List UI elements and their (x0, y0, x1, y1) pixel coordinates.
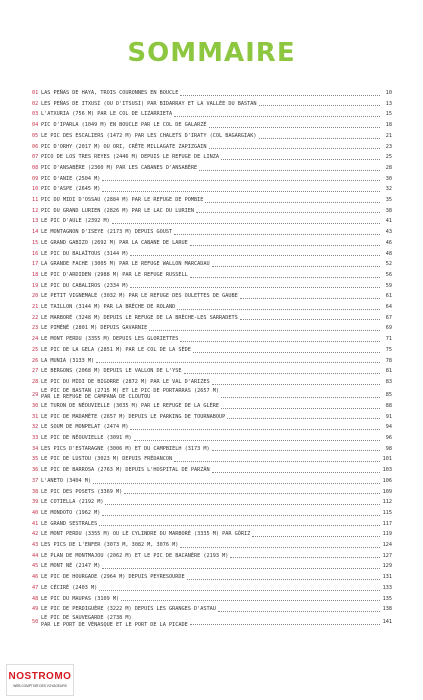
toc-entry-number: 28 (32, 378, 39, 385)
toc-entry-number: 36 (32, 467, 39, 474)
toc-entry-page: 75 (385, 346, 392, 353)
toc-entry-page: 48 (385, 250, 392, 257)
toc-entry-number: 08 (32, 164, 39, 171)
toc-entry-title: LE PIC DE MADAMÈTE (2657 M) DEPUIS LE PARKING DE TOURNABOUP (41, 413, 226, 420)
toc-entry[interactable] (32, 227, 392, 238)
toc-entry-number: 25 (32, 346, 39, 353)
toc-entry-page: 133 (382, 584, 392, 591)
toc-entry-page: 28 (385, 164, 392, 171)
toc-entry-title: LE BERGONS (2068 M) DEPUIS LE VALLON DE L'YSE (41, 368, 182, 375)
dot-leader (184, 373, 380, 374)
dot-leader (193, 352, 380, 353)
toc-entry-title: L'ANETO (3404 M) (41, 477, 91, 484)
toc-entry-number: 26 (32, 357, 39, 364)
toc-entry[interactable] (32, 109, 392, 120)
toc-entry-page: 124 (382, 542, 392, 549)
toc-entry-number: 32 (32, 424, 39, 431)
dot-leader (212, 384, 380, 385)
toc-entry-number: 39 (32, 499, 39, 506)
toc-entry-page: 101 (382, 456, 392, 463)
toc-entry-number: 17 (32, 261, 39, 268)
toc-entry-number: 02 (32, 100, 39, 107)
toc-entry-number: 09 (32, 175, 39, 182)
toc-entry[interactable] (32, 561, 392, 572)
toc-entry-page: 88 (385, 402, 392, 409)
toc-entry-number: 33 (32, 434, 39, 441)
dot-leader (212, 266, 380, 267)
dot-leader (218, 611, 380, 612)
toc-entry-title: LE PIMÉNÉ (2801 M) DEPUIS GAVARNIE (41, 325, 148, 332)
toc-entry-page: 25 (385, 154, 392, 161)
toc-entry-number: 12 (32, 207, 39, 214)
toc-entry[interactable] (32, 323, 392, 334)
toc-entry-page: 81 (385, 368, 392, 375)
dot-leader (212, 472, 380, 473)
dot-leader (221, 397, 380, 398)
dot-leader (174, 234, 380, 235)
toc-entry[interactable] (32, 345, 392, 356)
toc-entry[interactable] (32, 476, 392, 487)
toc-entry-title: LES PICS D'ESTARAGNE (3006 M) ET DU CAMPBIELH (3173 M) (41, 445, 210, 452)
toc-entry[interactable] (32, 206, 392, 217)
dot-leader (124, 493, 380, 494)
toc-entry-number: 50 (32, 619, 39, 626)
toc-entry-number: 27 (32, 368, 39, 375)
toc-entry-title: PIC D'ASPE (2645 M) (41, 186, 101, 193)
toc-entry-title: LE MARBORÉ (3248 M) DEPUIS LE REFUGE DE LA BRÈCHE-LES SARRADETS (41, 314, 238, 321)
toc-entry-number: 24 (32, 336, 39, 343)
toc-entry-title: LE PIC DU MAUPAS (3109 M) (41, 595, 120, 602)
toc-entry-page: 32 (385, 186, 392, 193)
toc-entry-title: LE PIC DE NÉOUVIELLE (3091 M) (41, 434, 132, 441)
toc-entry-page: 83 (385, 378, 392, 385)
toc-entry[interactable] (32, 334, 392, 345)
toc-entry-page: 52 (385, 261, 392, 268)
toc-entry-number: 46 (32, 574, 39, 581)
dot-leader (130, 255, 380, 256)
toc-entry-page: 141 (382, 619, 392, 626)
toc-entry-page: 18 (385, 122, 392, 129)
toc-entry-title: PIC DU MIDI D'OSSAU (2884 M) PAR LE REFUGE DE POMBIE (41, 197, 204, 204)
toc-entry[interactable] (32, 604, 392, 615)
toc-entry-page: 64 (385, 304, 392, 311)
toc-entry[interactable] (32, 412, 392, 423)
toc-entry-page: 30 (385, 175, 392, 182)
toc-entry-page: 119 (382, 531, 392, 538)
dot-leader (230, 557, 380, 558)
toc-entry[interactable] (32, 540, 392, 551)
toc-entry-number: 31 (32, 413, 39, 420)
dot-leader (190, 245, 380, 246)
toc-entry-title: PIC D'ANSABÈRE (2360 M) PAR LES CABANES D'ANSABÈRE (41, 164, 198, 171)
dot-leader (252, 536, 380, 537)
toc-entry-title: LE TURON DE NÉOUVIELLE (3035 M) PAR LE REFUGE DE LA GLÈRE (41, 402, 220, 409)
toc-entry-number: 22 (32, 314, 39, 321)
toc-entry-title: PIC D'ORHY (2017 M) OU ORI, CRÊTE MILLAGATE ZAPIZGAIN (41, 143, 207, 150)
nostromo-logo (6, 664, 74, 696)
toc-entry[interactable] (32, 142, 392, 153)
toc-entry-title (41, 615, 188, 628)
dot-leader (209, 148, 380, 149)
toc-entry-number: 16 (32, 250, 39, 257)
toc-entry[interactable] (32, 302, 392, 313)
toc-entry-number: 15 (32, 239, 39, 246)
toc-entry-number: 30 (32, 402, 39, 409)
toc-entry-page: 21 (385, 132, 392, 139)
toc-entry-title: LE PLAN DE MONTMAJOU (2062 M) ET LE PIC DE BACANÈRE (2193 M) (41, 552, 229, 559)
toc-entry-page: 38 (385, 207, 392, 214)
toc-entry-number: 40 (32, 509, 39, 516)
toc-entry-page: 56 (385, 271, 392, 278)
toc-entry-title: LE PIC DU MIDI DE BIGORRE (2872 M) PAR LE VAL D'ARIZES (41, 378, 210, 385)
toc-entry-page: 85 (385, 392, 392, 399)
logo-sub-text: WEB COMPTOIR DES VOYAGEURS (13, 684, 67, 688)
toc-entry[interactable] (32, 444, 392, 455)
toc-entry[interactable] (32, 422, 392, 433)
toc-entry-page: 135 (382, 595, 392, 602)
toc-entry-number: 23 (32, 325, 39, 332)
toc-entry-title: LE CÉCIRÉ (2403 M) (41, 584, 98, 591)
toc-entry-page: 109 (382, 488, 392, 495)
dot-leader (259, 105, 381, 106)
toc-entry-title: LES PEÑAS DE ITXUSI (OU D'ITSUSI) PAR BIDARRAY ET LA VALLÉE DU BASTAN (41, 100, 257, 107)
toc-entry-number: 10 (32, 186, 39, 193)
toc-entry-title (41, 388, 219, 401)
toc-entry-title: LE PIC DE LUSTOU (3023 M) DEPUIS FRÉDANCON (41, 456, 173, 463)
toc-entry-number: 01 (32, 90, 39, 96)
toc-entry-title-line2: PAR LE PORT DE VÉNASQUE ET LE PORT DE LA PICADE (41, 621, 188, 628)
toc-entry-number: 21 (32, 304, 39, 311)
toc-entry-title: LE MONTAGNON D'ISEYE (2173 M) DEPUIS GOUST (41, 229, 173, 236)
toc-entry-title: LE PETIT VIGNEMALE (3032 M) PAR LE REFUGE DES OULETTES DE GAUBE (41, 293, 238, 300)
toc-entry-page: 91 (385, 413, 392, 420)
toc-entry[interactable] (32, 465, 392, 476)
toc-entry-page: 117 (382, 520, 392, 527)
toc-entry[interactable] (32, 270, 392, 281)
toc-entry-number: 48 (32, 595, 39, 602)
toc-entry-title: LE PIC DU BALAÏTOUS (3144 M) (41, 250, 129, 257)
toc-entry-number: 49 (32, 606, 39, 613)
dot-leader (240, 298, 380, 299)
toc-entry[interactable] (32, 594, 392, 605)
toc-entry[interactable] (32, 195, 392, 206)
toc-entry[interactable] (32, 216, 392, 227)
toc-entry-title: LE PIC D'ARDIDEN (2988 M) PAR LE REFUGE RUSSELL (41, 271, 188, 278)
toc-entry-number: 19 (32, 282, 39, 289)
toc-entry-number: 35 (32, 456, 39, 463)
toc-entry[interactable] (32, 356, 392, 367)
toc-entry[interactable] (32, 174, 392, 185)
toc-entry-title: LE PIC DE HOURGADE (2964 M) DEPUIS PEYRESOURDE (41, 574, 185, 581)
toc-entry[interactable] (32, 88, 392, 99)
toc-entry-page: 15 (385, 111, 392, 118)
toc-entry-page: 61 (385, 293, 392, 300)
toc-entry-number: 14 (32, 229, 39, 236)
dot-leader (240, 319, 380, 320)
toc-entry[interactable] (32, 291, 392, 302)
toc-entry-page: 131 (382, 574, 392, 581)
toc-entry-title: PIC DU GRAND LURIEN (2826 M) PAR LE LAC DU LURIEN (41, 207, 195, 214)
toc-entry-number: 18 (32, 271, 39, 278)
toc-entry-title: LE COTIELLA (2192 M) (41, 499, 104, 506)
toc-entry-title: LE SOUM DE MONPELAT (2474 M) (41, 424, 129, 431)
dot-leader (102, 568, 380, 569)
toc-entry[interactable] (32, 163, 392, 174)
dot-leader (221, 159, 380, 160)
toc-entry-page: 13 (385, 100, 392, 107)
dot-leader (174, 116, 380, 117)
toc-entry[interactable] (32, 572, 392, 583)
dot-leader (177, 309, 380, 310)
toc-entry-title: LAS PEÑAS DE HAYA, TROIS COURONNES EN BOUCLE (41, 90, 179, 96)
toc-entry-page: 69 (385, 325, 392, 332)
toc-entry-title: LES PICS DE L'ENFER (3073 M, 3082 M, 3076 M) (41, 542, 179, 549)
toc-entry-number: 13 (32, 218, 39, 225)
dot-leader (99, 525, 380, 526)
toc-entry[interactable] (32, 249, 392, 260)
toc-entry-title: PICO DE LOS TRES REYES (2446 M) DEPUIS LE REFUGE DE LINZA (41, 154, 220, 161)
dot-leader (180, 95, 380, 96)
toc-entry-title: LE MONT NÉ (2147 M) (41, 563, 101, 570)
toc-entry-title: LE PIC DES POSETS (3369 M) (41, 488, 123, 495)
toc-entry-page: 23 (385, 143, 392, 150)
toc-entry-number: 11 (32, 197, 39, 204)
dot-leader (130, 287, 380, 288)
dot-leader (180, 547, 380, 548)
toc-entry-page: 71 (385, 336, 392, 343)
dot-leader (130, 429, 380, 430)
dot-leader (102, 191, 380, 192)
toc-entry-title: LE MONDOTO (1962 M) (41, 509, 101, 516)
toc-entry-page: 98 (385, 445, 392, 452)
toc-entry-title-line2: PAR LE REFUGE DE CAMPANA DE CLOUTOU (41, 394, 151, 401)
toc-entry-page: 67 (385, 314, 392, 321)
toc-entry-number: 05 (32, 132, 39, 139)
toc-entry[interactable] (32, 131, 392, 142)
toc-entry-page: 96 (385, 434, 392, 441)
toc-entry[interactable] (32, 433, 392, 444)
toc-entry-title: LE PIC DES ESCALIERS (1472 M) PAR LES CHALETS D'IRATY (COL BAGARGIAK) (41, 132, 257, 139)
toc-entry-title: LE MONT PERDU (3355 M) DEPUIS LES GLORIETTES (41, 336, 179, 343)
toc-entry-title: LE GRAND SESTRALES (41, 520, 98, 527)
toc-entry-page: 138 (382, 606, 392, 613)
toc-entry-page: 43 (385, 229, 392, 236)
toc-entry-number: 43 (32, 542, 39, 549)
toc-entry-number: 07 (32, 154, 39, 161)
toc-entry[interactable] (32, 529, 392, 540)
toc-entry-page: 78 (385, 357, 392, 364)
toc-entry-title: PIC D'ANIE (2504 M) (41, 175, 101, 182)
toc-entry[interactable] (32, 152, 392, 163)
toc-entry-number: 06 (32, 143, 39, 150)
dot-leader (196, 212, 380, 213)
dot-leader (190, 624, 380, 625)
dot-leader (93, 483, 380, 484)
dot-leader (112, 223, 380, 224)
toc-entry[interactable] (32, 366, 392, 377)
dot-leader (209, 127, 380, 128)
toc-entry[interactable] (32, 184, 392, 195)
toc-entry-number: 20 (32, 293, 39, 300)
toc-entry-number: 42 (32, 531, 39, 538)
toc-entry-page: 35 (385, 197, 392, 204)
toc-entry-number: 04 (32, 122, 39, 129)
toc-entry-page: 94 (385, 424, 392, 431)
toc-entry[interactable] (32, 99, 392, 110)
dot-leader (212, 450, 380, 451)
toc-entry[interactable] (32, 377, 392, 388)
dot-leader (187, 579, 380, 580)
dot-leader (190, 277, 380, 278)
toc-entry[interactable] (32, 238, 392, 249)
toc-entry-page: 106 (382, 477, 392, 484)
toc-entry[interactable] (32, 551, 392, 562)
toc-entry-page: 10 (385, 90, 392, 96)
toc-entry[interactable] (32, 487, 392, 498)
toc-entry-page: 59 (385, 282, 392, 289)
toc-entry-title: LE MONT PERDU (3355 M) OU LE CYLINDRE DU MARBORÉ (3335 M) PAR GÓRIZ (41, 531, 251, 538)
dot-leader (199, 170, 380, 171)
toc-entry-number: 45 (32, 563, 39, 570)
toc-entry-number: 44 (32, 552, 39, 559)
toc-entry-page: 41 (385, 218, 392, 225)
toc-entry-title: LA GRANDE FACHE (3005 M) PAR LE REFUGE WALLON MARCADAU (41, 261, 210, 268)
toc-entry-number: 41 (32, 520, 39, 527)
toc-entry[interactable] (32, 313, 392, 324)
toc-entry-title: LE PIC D'AULE (2392 M) (41, 218, 110, 225)
toc-entry-number: 29 (32, 392, 39, 399)
dot-leader (180, 341, 380, 342)
toc-entry[interactable] (32, 508, 392, 519)
toc-entry-number: 37 (32, 477, 39, 484)
logo-main-text: NOSTROMO (8, 671, 72, 682)
dot-leader (96, 362, 380, 363)
toc-entry-title-line1: LE PIC DE SAUVEGARDE (2738 M) (41, 614, 132, 621)
dot-leader (99, 590, 380, 591)
toc-entry[interactable] (32, 388, 392, 401)
toc-entry-page: 127 (382, 552, 392, 559)
dot-leader (174, 461, 380, 462)
toc-entry-title: LE PIC DE BARROSA (2763 M) DEPUIS L'HOSPITAL DE PARZÁN (41, 467, 210, 474)
dot-leader (105, 504, 380, 505)
toc-entry-number: 47 (32, 584, 39, 591)
toc-entry-page: 112 (382, 499, 392, 506)
toc-entry[interactable] (32, 401, 392, 412)
toc-entry[interactable] (32, 519, 392, 530)
dot-leader (102, 180, 380, 181)
toc-entry[interactable] (32, 615, 392, 628)
toc-entry-page: 103 (382, 467, 392, 474)
table-of-contents (32, 88, 392, 628)
toc-entry-title: LE PIC DU CABALIROS (2334 M) (41, 282, 129, 289)
dot-leader (205, 202, 380, 203)
dot-leader (221, 408, 380, 409)
toc-entry-title: LA MUNIA (3133 M) (41, 357, 95, 364)
toc-entry-number: 03 (32, 111, 39, 118)
toc-entry-title: LE GRAND GABIZO (2692 M) PAR LA CABANE DE LARUE (41, 239, 188, 246)
toc-entry[interactable] (32, 497, 392, 508)
toc-entry-title: LE PIC DE PERDIGUÈRE (3222 M) DEPUIS LES GRANGES D'ASTAU (41, 606, 216, 613)
dot-leader (259, 138, 381, 139)
toc-entry-page: 46 (385, 239, 392, 246)
toc-entry-title: PIC D'IPARLA (1049 M) EN BOUCLE PAR LE COL DE GALARZÉ (41, 122, 207, 129)
page-title: SOMMAIRE (127, 38, 296, 68)
dot-leader (134, 440, 380, 441)
toc-entry-number: 34 (32, 445, 39, 452)
toc-entry-page: 115 (382, 509, 392, 516)
dot-leader (121, 600, 380, 601)
toc-entry-page: 129 (382, 563, 392, 570)
toc-entry[interactable] (32, 120, 392, 131)
dot-leader (227, 418, 380, 419)
dot-leader (102, 515, 380, 516)
toc-entry-title-line1: LE PIC DE BASTAN (2715 M) ET LE PIC DE PORTARRAS (2657 M) (41, 387, 220, 394)
toc-entry[interactable] (32, 583, 392, 594)
toc-entry-number: 38 (32, 488, 39, 495)
toc-entry[interactable] (32, 454, 392, 465)
toc-entry-title: L'ATXURIA (756 M) PAR LE COL DE LIZARRIETA (41, 111, 173, 118)
toc-entry-title: LE PIC DE LA GELA (2851 M) PAR LE COL DE LA SÈDE (41, 346, 191, 353)
toc-entry-title: LE TAILLON (3144 M) PAR LA BRÈCHE DE ROLAND (41, 304, 176, 311)
toc-entry[interactable] (32, 259, 392, 270)
dot-leader (149, 330, 380, 331)
toc-entry[interactable] (32, 281, 392, 292)
